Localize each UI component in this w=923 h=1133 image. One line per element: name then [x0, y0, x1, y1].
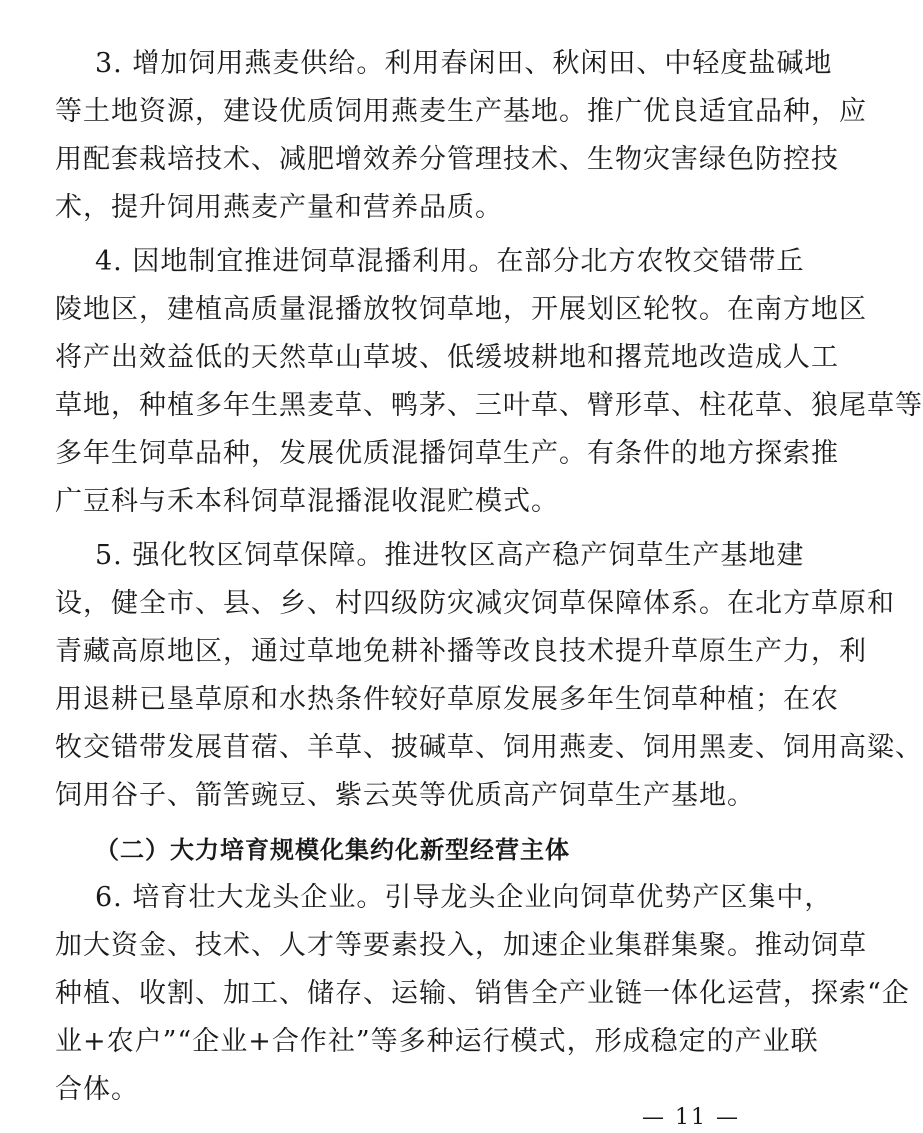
paragraph-line: 加大资金、技术、人才等要素投入，加速企业集群集聚。推动饲草: [55, 930, 867, 961]
paragraph-line: 6. 培育壮大龙头企业。引导龙头企业向饲草优势产区集中，: [95, 882, 833, 913]
paragraph-line: 种植、收割、加工、储存、运输、销售全产业链一体化运营，探索“企: [55, 978, 910, 1009]
paragraph-line: 4. 因地制宜推进饲草混播利用。在部分北方农牧交错带丘: [95, 246, 805, 277]
paragraph-line: 设，健全市、县、乡、村四级防灾减灾饲草保障体系。在北方草原和: [55, 588, 895, 619]
section-heading: （二）大力培育规模化集约化新型经营主体: [95, 836, 570, 864]
paragraph-line: 牧交错带发展苜蓿、羊草、披碱草、饲用燕麦、饲用黑麦、饲用高粱、: [55, 732, 923, 763]
paragraph-line: 用配套栽培技术、减肥增效养分管理技术、生物灾害绿色防控技: [55, 144, 839, 175]
paragraph-line: 饲用谷子、箭筈豌豆、紫云英等优质高产饲草生产基地。: [55, 780, 755, 811]
paragraph-line: 多年生饲草品种，发展优质混播饲草生产。有条件的地方探索推: [55, 438, 839, 469]
paragraph-line: 业+农户”“企业+合作社”等多种运行模式，形成稳定的产业联: [55, 1026, 819, 1057]
paragraph-line: 青藏高原地区，通过草地免耕补播等改良技术提升草原生产力，利: [55, 636, 867, 667]
paragraph-5: [55, 532, 923, 820]
paragraph-line: 术，提升饲用燕麦产量和营养品质。: [55, 192, 503, 223]
document-page: [55, 40, 923, 1114]
page-number: — 11 —: [642, 1105, 740, 1130]
paragraph-line: 陵地区，建植高质量混播放牧饲草地，开展划区轮牧。在南方地区: [55, 294, 867, 325]
paragraph-line: 合体。: [55, 1074, 139, 1105]
paragraph-line: 将产出效益低的天然草山草坡、低缓坡耕地和撂荒地改造成人工: [55, 342, 839, 373]
paragraph-4: [55, 238, 923, 526]
paragraph-line: 用退耕已垦草原和水热条件较好草原发展多年生饲草种植；在农: [55, 684, 839, 715]
paragraph-line: 3. 增加饲用燕麦供给。利用春闲田、秋闲田、中轻度盐碱地: [95, 48, 833, 79]
paragraph-line: 等土地资源，建设优质饲用燕麦生产基地。推广优良适宜品种，应: [55, 96, 867, 127]
paragraph-line: 广豆科与禾本科饲草混播混收混贮模式。: [55, 486, 559, 517]
paragraph-3: [55, 40, 867, 232]
paragraph-line: 草地，种植多年生黑麦草、鸭茅、三叶草、臂形草、柱花草、狼尾草等: [55, 390, 923, 421]
paragraph-line: 5. 强化牧区饲草保障。推进牧区高产稳产饲草生产基地建: [95, 540, 805, 571]
paragraph-6: [55, 874, 910, 1114]
